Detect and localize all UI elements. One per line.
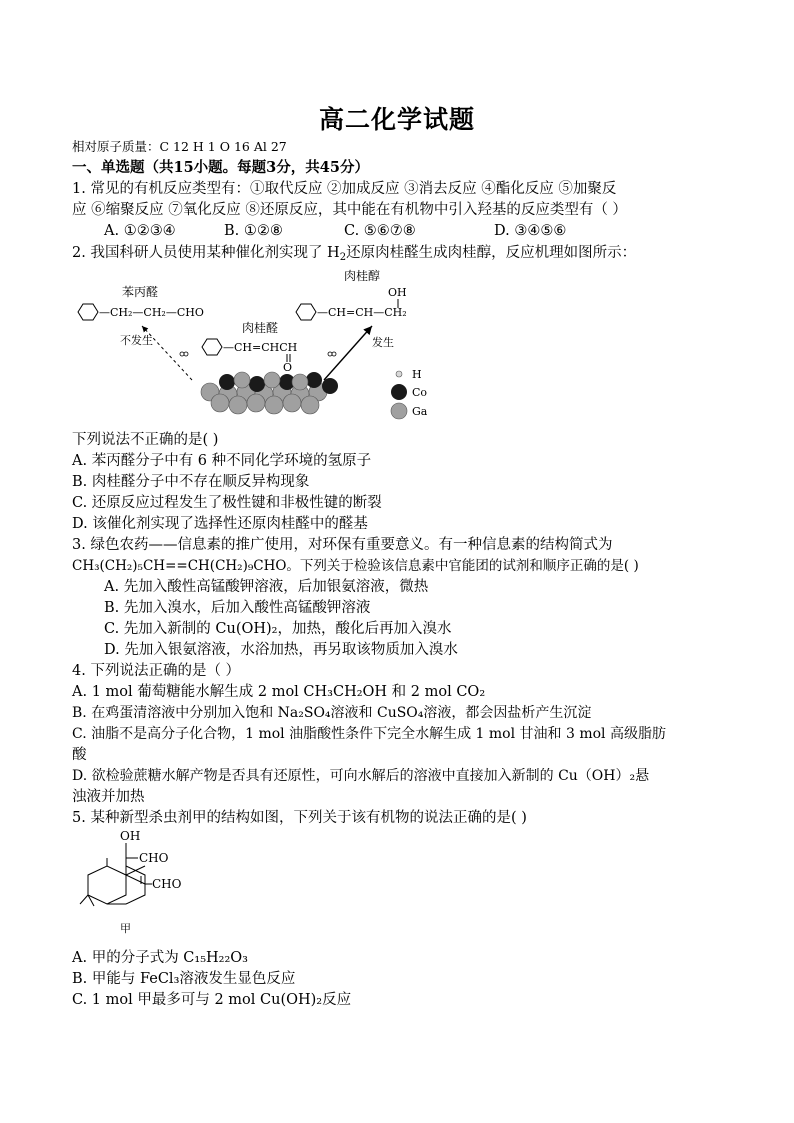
page-title: 高二化学试题: [318, 105, 475, 134]
q5-option-b: B. 甲能与 FeCl₃溶液发生显色反应: [72, 971, 296, 987]
alcohol-oh: OH: [388, 286, 407, 299]
q2-option-d: D. 该催化剂实现了选择性还原肉桂醛中的醛基: [72, 516, 368, 532]
q5-stem: 5. 某种新型杀虫剂甲的结构如图，下列关于该有机物的说法正确的是( ): [72, 810, 527, 826]
q3-line2: CH₃(CH₂)₅CH==CH(CH₂)₉CHO。下列关于检验该信息素中官能团的试剂和顺序正确的是( ): [72, 558, 639, 574]
atomic-masses: 相对原子质量：C 12 H 1 O 16 Al 27: [72, 139, 287, 154]
q2-stem-part1: 2. 我国科研人员使用某种催化剂实现了 H: [72, 245, 340, 261]
section-heading: 一、单选题（共15小题。每题3分，共45分）: [72, 159, 369, 176]
q3-option-b: B. 先加入溴水，后加入酸性高锰酸钾溶液: [104, 600, 371, 616]
label-reaction: 发生: [372, 336, 394, 349]
label-cinnamaldehyde: 肉桂醛: [242, 321, 279, 335]
structure-name: 甲: [120, 922, 131, 935]
arrow-reaction: [324, 326, 372, 380]
formula-phenylpropanal: —CH₂—CH₂—CHO: [99, 306, 204, 319]
q4-stem: 4. 下列说法正确的是（ ）: [72, 663, 241, 679]
legend-co: Co: [412, 386, 428, 399]
atom-legend: [391, 368, 428, 419]
q2-stem: [72, 243, 636, 263]
q1-option-c: C. ⑤⑥⑦⑧: [344, 223, 416, 239]
label-no-reaction: 不发生: [120, 334, 153, 347]
q1-option-b: B. ①②⑧: [224, 223, 283, 239]
formula-cinnamaldehyde: —CH=CHCH: [223, 341, 298, 354]
structure-cho-2: CHO: [152, 877, 182, 891]
q4-option-d-line2: 浊液并加热: [72, 789, 145, 805]
q1-option-d: D. ③④⑤⑥: [494, 223, 567, 239]
q4-option-a: A. 1 mol 葡萄糖能水解生成 2 mol CH₃CH₂OH 和 2 mol CO₂: [72, 684, 486, 700]
q1-options: [104, 221, 566, 241]
benzene-ring-icon: [78, 304, 98, 320]
q4-option-b: B. 在鸡蛋清溶液中分别加入饱和 Na₂SO₄溶液和 CuSO₄溶液，都会因盐析产生沉淀: [72, 705, 592, 721]
legend-h: H: [412, 368, 422, 381]
q4-option-c-line1: C. 油脂不是高分子化合物，1 mol 油脂酸性条件下完全水解生成 1 mol 甘油和 3 mol 高级脂肪: [72, 726, 666, 742]
q3-option-a: A. 先加入酸性高锰酸钾溶液，后加银氨溶液，微热: [104, 579, 429, 595]
reaction-mechanism-figure: [72, 268, 452, 428]
q3-option-c: C. 先加入新制的 Cu(OH)₂，加热，酸化后再加入溴水: [104, 621, 452, 637]
label-cinnamyl-alcohol: 肉桂醇: [344, 269, 381, 283]
structure-oh: OH: [120, 829, 141, 843]
q2-stem-sub: 2: [339, 252, 347, 263]
q1-option-a: A. ①②③④: [104, 223, 176, 239]
q5-option-c: C. 1 mol 甲最多可与 2 mol Cu(OH)₂反应: [72, 992, 352, 1008]
q1-line2: 应 ⑥缩聚反应 ⑦氧化反应 ⑧还原反应，其中能在有机物中引入羟基的反应类型有（ ）: [72, 202, 627, 218]
q5-option-a: A. 甲的分子式为 C₁₅H₂₂O₃: [72, 950, 248, 966]
q2-stem-part2: 还原肉桂醛生成肉桂醇，反应机理如图所示：: [346, 245, 637, 261]
formula-cinnamyl-alcohol: —CH=CH—CH₂: [317, 306, 407, 319]
q4-option-c-line2: 酸: [72, 747, 87, 763]
q3-option-d: D. 先加入银氨溶液，水浴加热，再另取该物质加入溴水: [104, 642, 458, 658]
structure-cho-1: CHO: [139, 851, 169, 865]
catalyst-surface: [201, 372, 338, 414]
q2-ask: 下列说法不正确的是( ): [72, 432, 219, 448]
carbonyl-oxygen: O: [283, 361, 293, 374]
q2-option-a: A. 苯丙醛分子中有 6 种不同化学环境的氢原子: [72, 453, 372, 469]
legend-ga: Ga: [412, 405, 428, 418]
q1-line1: 1. 常见的有机反应类型有：①取代反应 ②加成反应 ③消去反应 ④酯化反应 ⑤加聚反: [72, 181, 617, 197]
benzene-ring-icon: [202, 339, 222, 355]
q3-line1: 3. 绿色农药——信息素的推广使用，对环保有重要意义。有一种信息素的结构简式为: [72, 537, 613, 553]
benzene-ring-icon: [296, 304, 316, 320]
compound-jia-structure: [72, 828, 212, 940]
q2-option-b: B. 肉桂醛分子中不存在顺反异构现象: [72, 474, 310, 490]
q2-option-c: C. 还原反应过程发生了极性键和非极性键的断裂: [72, 495, 382, 511]
q4-option-d-line1: D. 欲检验蔗糖水解产物是否具有还原性，可向水解后的溶液中直接加入新制的 Cu（OH）₂悬: [72, 768, 650, 784]
label-phenylpropanal: 苯丙醛: [122, 285, 159, 299]
